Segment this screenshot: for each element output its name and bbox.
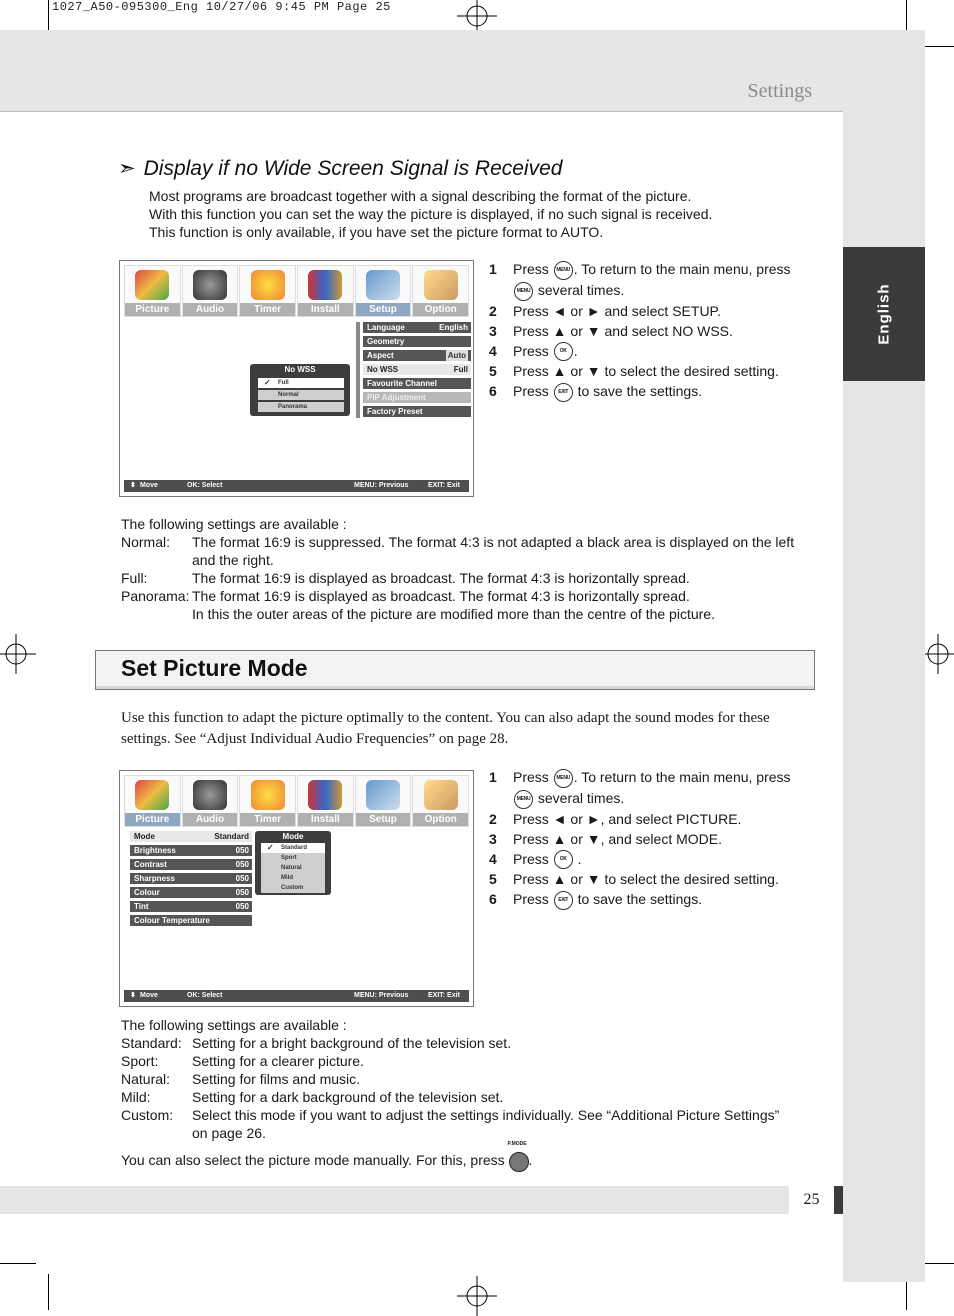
section-intro [149, 187, 712, 241]
manual-note-text: . [528, 1152, 533, 1168]
step-text: . To return to the main menu, press [573, 261, 791, 277]
step-text: . [573, 342, 578, 359]
menu-tab-setup [355, 775, 412, 827]
menu-footer [124, 990, 469, 1002]
step [489, 767, 791, 788]
menu-tab-label: Option [413, 813, 468, 826]
step [489, 259, 791, 280]
menu-tab-picture [124, 265, 181, 317]
definition-text: Setting for a clearer picture. [192, 1053, 364, 1069]
definition-text: Setting for films and music. [192, 1071, 361, 1087]
popup-option-label: Custom [281, 885, 304, 891]
settings-definitions [121, 1016, 779, 1142]
menu-item [130, 887, 252, 898]
popup-option-label: Natural [281, 865, 302, 871]
menu-item-label: Colour Temperature [134, 916, 210, 925]
speaker-icon [193, 780, 227, 810]
definition-term: Full: [121, 570, 148, 586]
step-text: Press ▲ or ▼ to select the desired setting. [513, 363, 779, 380]
definition-row [121, 1052, 779, 1070]
definition-text: The format 16:9 is displayed as broadcast. The format 4:3 is horizontally spread. [192, 570, 690, 586]
menu-tab-label: Picture [125, 813, 180, 826]
steps-list [489, 767, 791, 910]
menu-tab-audio [182, 775, 239, 827]
install-icon [308, 270, 342, 300]
arrow-icon: ➣ [118, 157, 136, 180]
menu-tab-option [412, 775, 469, 827]
step-text: several times. [537, 281, 625, 298]
no-wss-popup [250, 364, 350, 416]
print-slug: 1027_A50-095300_Eng 10/27/06 9:45 PM Page 25 [52, 0, 391, 14]
menu-tab-timer [239, 775, 296, 827]
section-title: Set Picture Mode [121, 655, 308, 681]
manual-note-text: You can also select the picture mode manually. For this, press [121, 1152, 505, 1168]
monitor-icon [366, 270, 400, 300]
definition-text: Setting for a dark background of the television set. [192, 1089, 504, 1105]
ok-button-icon: OK [554, 342, 573, 361]
footer-move: Move [140, 482, 158, 489]
popup-option [261, 873, 325, 883]
step-text: Press [513, 850, 549, 867]
definition-text: Select this mode if you want to adjust the settings individually. See “Additional Picture Settings” [192, 1107, 780, 1123]
step-number: 6 [489, 383, 497, 400]
intro-line: With this function you can set the way the picture is displayed, if no such signal is received. [149, 206, 713, 222]
language-tab-label: English [875, 283, 893, 345]
popup-option-selected [261, 843, 325, 853]
menu-item-label: No WSS [367, 365, 399, 374]
definition-text: and the right. [192, 552, 274, 568]
step-text: Press ◄ or ►, and select PICTURE. [513, 810, 742, 827]
definition-row [121, 1088, 779, 1106]
menu-item-label: Colour [134, 888, 160, 897]
clock-icon [251, 270, 285, 300]
menu-tab-label: Audio [183, 303, 238, 316]
menu-item [363, 350, 471, 361]
menu-item-value: Auto [447, 351, 466, 360]
step-number: 4 [489, 850, 497, 867]
popup-option-label: Full [278, 380, 289, 386]
menu-item-label: Sharpness [134, 874, 175, 883]
popup-option [258, 402, 344, 412]
exit-button-icon: EXIT [554, 383, 573, 402]
steps-list [489, 259, 791, 402]
picture-icon [135, 780, 169, 810]
menu-tab-label: Option [413, 303, 468, 316]
speaker-icon [193, 270, 227, 300]
updown-icon: ⬍ [130, 482, 136, 489]
popup-option-label: Mild [281, 875, 293, 881]
menu-tab-label: Install [298, 813, 353, 826]
clock-icon [251, 780, 285, 810]
popup-option-label: Panorama [278, 404, 308, 410]
definition-term: Custom: [121, 1107, 174, 1123]
step-text: Press ▲ or ▼ and select NO WSS. [513, 322, 733, 339]
step-number: 2 [489, 810, 497, 827]
menu-tab-label: Timer [240, 303, 295, 316]
step-number: 5 [489, 871, 497, 888]
footer-previous: MENU: Previous [354, 992, 409, 999]
picture-icon [135, 270, 169, 300]
notepad-icon [424, 780, 458, 810]
menu-tab-install [297, 265, 354, 317]
menu-button-icon: MENU [554, 261, 573, 280]
menu-item-selected [363, 364, 471, 375]
menu-item [363, 378, 471, 389]
step-text: . To return to the main menu, press [573, 769, 791, 785]
install-icon [308, 780, 342, 810]
definition-row [121, 569, 794, 587]
popup-option-label: Sport [281, 855, 297, 861]
footer-select: OK: Select [187, 482, 223, 489]
step-number: 1 [489, 769, 497, 785]
menu-item-value: 050 [235, 888, 249, 897]
footer-exit: EXIT: Exit [428, 482, 460, 489]
menu-item-label: Geometry [367, 337, 405, 346]
menu-item-label: Contrast [134, 860, 167, 869]
footer-move: Move [140, 992, 158, 999]
step-number: 3 [489, 830, 497, 847]
step-text: Press ▲ or ▼, and select MODE. [513, 830, 722, 847]
step-number: 1 [489, 261, 497, 277]
definition-term: Panorama: [121, 588, 190, 604]
step [489, 301, 791, 321]
header-rule [0, 111, 843, 112]
menu-tab-label: Picture [125, 303, 180, 316]
crop-mark [48, 1274, 49, 1310]
menu-item-value: English [439, 323, 468, 332]
definition-row [121, 1124, 779, 1142]
pmode-button-icon [509, 1152, 529, 1172]
language-tab [843, 247, 925, 381]
popup-option-label: Normal [278, 392, 299, 398]
popup-title: Mode [282, 832, 304, 841]
popup-option [261, 853, 325, 863]
step [489, 869, 791, 889]
section-heading [118, 156, 562, 181]
osd-menu-setup [119, 260, 474, 497]
mode-popup [255, 831, 331, 895]
definition-text: In this the outer areas of the picture are modified more than the centre of the picture. [192, 606, 715, 622]
menu-item [130, 901, 252, 912]
menu-footer [124, 480, 469, 492]
definition-text: Setting for a bright background of the television set. [192, 1035, 512, 1051]
menu-item-label: Favourite Channel [367, 379, 437, 388]
menu-button-icon: MENU [514, 790, 533, 809]
menu-item [130, 845, 252, 856]
definition-row [121, 587, 794, 605]
step-number: 2 [489, 302, 497, 319]
pmode-label: P.MODE [507, 1141, 527, 1148]
popup-option [261, 883, 325, 893]
menu-item [130, 873, 252, 884]
definition-term: Sport: [121, 1053, 159, 1069]
definition-text: on page 26. [192, 1125, 266, 1141]
page-number: 25 [789, 1186, 834, 1214]
definition-row [121, 1034, 779, 1052]
footer-select: OK: Select [187, 992, 223, 999]
section-title-box [95, 650, 815, 690]
step-text: Press [513, 769, 549, 785]
footer-exit: EXIT: Exit [428, 992, 460, 999]
menu-tab-install [297, 775, 354, 827]
menu-button-icon: MENU [554, 769, 573, 788]
step-text: Press [513, 383, 549, 400]
step-text: to save the settings. [577, 891, 703, 908]
menu-item-label: Brightness [134, 846, 176, 855]
checkmark-icon: ✓ [267, 843, 274, 852]
step [489, 809, 791, 829]
menu-item-label: Factory Preset [367, 407, 423, 416]
definition-row [121, 533, 794, 551]
step-text: Press ▲ or ▼ to select the desired setting. [513, 871, 779, 888]
step-text: several times. [537, 789, 625, 806]
definition-term: Mild: [121, 1089, 151, 1105]
registration-mark-icon [0, 634, 36, 674]
popup-option [258, 390, 344, 400]
menu-item-selected [130, 831, 252, 842]
definition-term: Natural: [121, 1071, 171, 1087]
checkmark-icon: ✓ [264, 378, 271, 387]
settings-definitions [121, 515, 794, 623]
menu-item-value: 050 [235, 874, 249, 883]
menu-tab-setup [355, 265, 412, 317]
step [489, 280, 791, 301]
menu-item [130, 859, 252, 870]
menu-tab-picture [124, 775, 181, 827]
section-paragraph: Use this function to adapt the picture optimally to the content. You can also adapt the sound modes for these settings. See “Adjust Individual Audio Frequencies” on page 28. [121, 710, 770, 747]
step [489, 889, 791, 910]
step-text: . [577, 850, 582, 867]
step-number: 4 [489, 342, 497, 359]
page-marker [834, 1186, 843, 1214]
popup-option-label: Standard [281, 845, 308, 851]
footer-previous: MENU: Previous [354, 482, 409, 489]
menu-item-label: Aspect [367, 351, 394, 360]
menu-tab-label: Setup [356, 303, 411, 316]
updown-icon: ⬍ [130, 992, 136, 999]
step-text: Press [513, 261, 549, 277]
intro-line: Most programs are broadcast together with a signal describing the format of the picture. [149, 188, 692, 204]
menu-tab-label: Timer [240, 813, 295, 826]
step [489, 829, 791, 849]
step [489, 849, 791, 870]
menu-item-value: Full [453, 365, 468, 374]
step [489, 788, 791, 809]
popup-option [261, 863, 325, 873]
definition-row [121, 1070, 779, 1088]
popup-title: No WSS [284, 365, 316, 374]
pmode-button [507, 1141, 529, 1170]
menu-item-value: 050 [235, 860, 249, 869]
step-text: Press ◄ or ► and select SETUP. [513, 302, 721, 319]
definition-row [121, 1106, 779, 1124]
section-heading-text: Display if no Wide Screen Signal is Received [143, 157, 563, 180]
definitions-intro: The following settings are available : [121, 516, 347, 532]
registration-mark-icon [457, 1276, 497, 1316]
menu-tab-timer [239, 265, 296, 317]
menu-tab-label: Setup [356, 813, 411, 826]
definition-row [121, 605, 794, 623]
definition-text: The format 16:9 is displayed as broadcast. The format 4:3 is horizontally spread. [192, 588, 690, 604]
menu-tab-label: Install [298, 303, 353, 316]
menu-item-value: 050 [235, 846, 249, 855]
menu-tab-option [412, 265, 469, 317]
menu-tabs [124, 265, 469, 317]
definitions-intro: The following settings are available : [121, 1017, 347, 1033]
exit-button-icon: EXIT [554, 891, 573, 910]
menu-item-label: Mode [134, 832, 155, 841]
step-number: 3 [489, 322, 497, 339]
step [489, 381, 791, 402]
step-number: 5 [489, 363, 497, 380]
definition-text: The format 16:9 is suppressed. The format 4:3 is not adapted a black area is displayed on the left [192, 534, 795, 550]
page-section-title: Settings [747, 80, 812, 102]
menu-item [363, 336, 471, 347]
step [489, 321, 791, 341]
menu-tab-audio [182, 265, 239, 317]
menu-item [130, 915, 252, 926]
notepad-icon [424, 270, 458, 300]
definition-term: Normal: [121, 534, 171, 550]
step [489, 341, 791, 362]
menu-item-label: PIP Adjustment [367, 393, 426, 402]
menu-item-label: Tint [134, 902, 149, 911]
menu-item [363, 322, 471, 333]
step-number: 6 [489, 891, 497, 908]
step-text: Press [513, 342, 549, 359]
menu-side-mark [356, 322, 360, 418]
ok-button-icon: OK [554, 850, 573, 869]
crop-mark [0, 1263, 36, 1264]
definition-row [121, 551, 794, 569]
step-text: Press [513, 891, 549, 908]
menu-item [363, 406, 471, 417]
manual-note [121, 1141, 533, 1170]
footer-band [0, 1186, 789, 1214]
menu-item-value: 050 [235, 902, 249, 911]
popup-option-selected [258, 378, 344, 388]
menu-item-value: Standard [214, 832, 249, 841]
osd-menu-picture [119, 770, 474, 1007]
menu-item-disabled [363, 392, 471, 403]
menu-button-icon: MENU [514, 282, 533, 301]
monitor-icon [366, 780, 400, 810]
step-text: to save the settings. [577, 383, 703, 400]
intro-line: This function is only available, if you have set the picture format to AUTO. [149, 224, 604, 240]
menu-tabs [124, 775, 469, 827]
step [489, 361, 791, 381]
menu-tab-label: Audio [183, 813, 238, 826]
definition-term: Standard: [121, 1035, 182, 1051]
menu-item-label: Language [367, 323, 405, 332]
